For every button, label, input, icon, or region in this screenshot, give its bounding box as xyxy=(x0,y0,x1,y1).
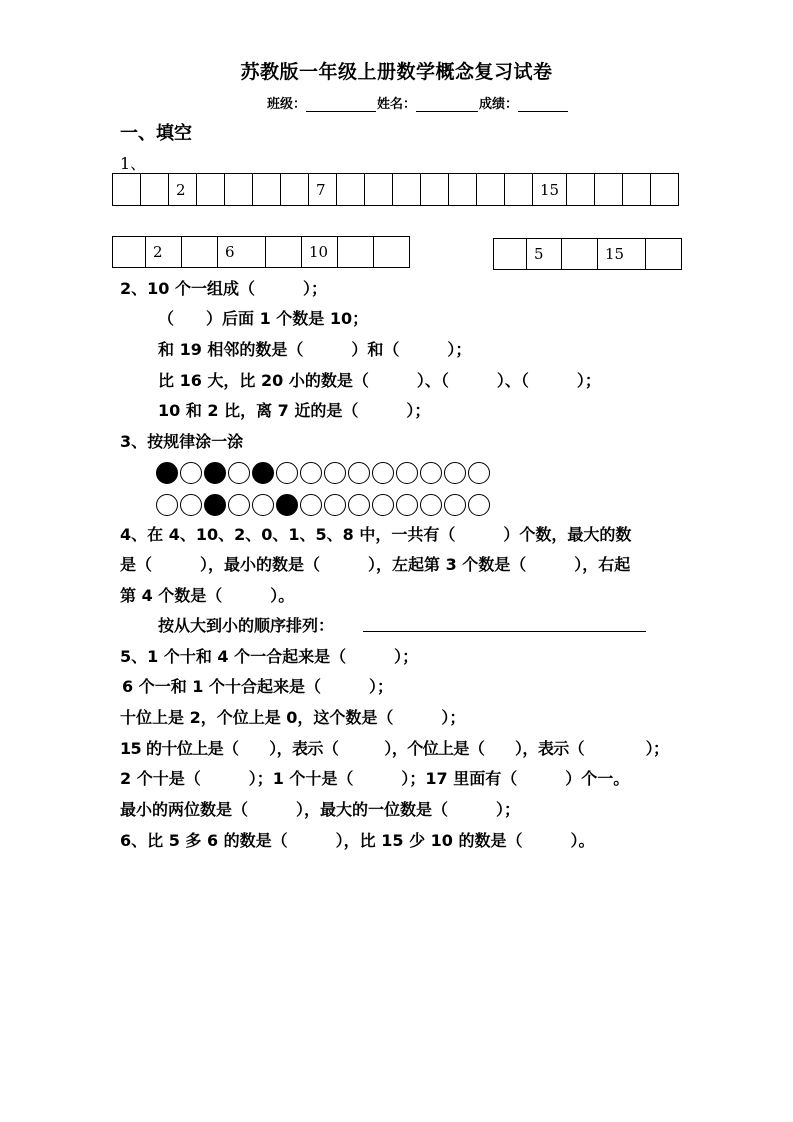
question-4-line-2: 是（ ），最小的数是（ ），左起第 3 个数是（ ），右起 xyxy=(120,555,631,574)
grid-cell: 15 xyxy=(598,239,646,269)
empty-circle-icon[interactable] xyxy=(348,494,370,516)
grid-cell[interactable] xyxy=(281,174,309,205)
name-blank[interactable] xyxy=(416,97,478,112)
grid-cell[interactable] xyxy=(253,174,281,205)
question-2-line-5: 10 和 2 比，离 7 近的是（ ）； xyxy=(158,401,431,420)
grid-cell: 15 xyxy=(533,174,567,205)
grid-cell[interactable] xyxy=(113,237,146,267)
score-label: 成绩： xyxy=(479,97,519,112)
section-fill-in-heading: 一、填空 xyxy=(120,123,192,144)
question-5-line-5: 2 个十是（ ）；1 个十是（ ）；17 里面有（ ）个一。 xyxy=(120,769,630,788)
empty-circle-icon[interactable] xyxy=(156,494,178,516)
grid-cell: 7 xyxy=(309,174,337,205)
circle-pattern-row1 xyxy=(156,462,492,484)
question-5-line-1: 5、1 个十和 4 个一合起来是（ ）； xyxy=(120,647,419,666)
grid-cell[interactable] xyxy=(449,174,477,205)
empty-circle-icon[interactable] xyxy=(180,494,202,516)
question-2-line-2: （ ）后面 1 个数是 10； xyxy=(158,309,369,328)
empty-circle-icon[interactable] xyxy=(420,462,442,484)
grid-cell[interactable] xyxy=(337,174,365,205)
grid-cell[interactable] xyxy=(182,237,218,267)
question-3-label: 3、按规律涂一涂 xyxy=(120,432,244,451)
grid-cell[interactable] xyxy=(595,174,623,205)
empty-circle-icon[interactable] xyxy=(372,494,394,516)
empty-circle-icon[interactable] xyxy=(324,462,346,484)
empty-circle-icon[interactable] xyxy=(444,462,466,484)
empty-circle-icon[interactable] xyxy=(468,462,490,484)
order-label: 按从大到小的顺序排列： xyxy=(158,616,335,635)
filled-circle-icon[interactable] xyxy=(156,462,178,484)
grid-cell[interactable] xyxy=(197,174,225,205)
question-2-line-3: 和 19 相邻的数是（ ）和（ ）； xyxy=(158,340,472,359)
empty-circle-icon[interactable] xyxy=(252,494,274,516)
grid-cell[interactable] xyxy=(646,239,682,269)
grid-cell: 5 xyxy=(527,239,562,269)
grid-cell[interactable] xyxy=(567,174,595,205)
score-blank[interactable] xyxy=(518,97,568,112)
empty-circle-icon[interactable] xyxy=(372,462,394,484)
grid-cell[interactable] xyxy=(225,174,253,205)
grid-cell[interactable] xyxy=(393,174,421,205)
filled-circle-icon[interactable] xyxy=(276,494,298,516)
question-4-line-1: 4、在 4、10、2、0、1、5、8 中，一共有（ ）个数，最大的数 xyxy=(120,525,632,544)
grid-cell[interactable] xyxy=(266,237,302,267)
question-5-line-3: 十位上是 2，个位上是 0，这个数是（ ）； xyxy=(120,708,466,727)
empty-circle-icon[interactable] xyxy=(348,462,370,484)
empty-circle-icon[interactable] xyxy=(324,494,346,516)
grid-cell[interactable] xyxy=(477,174,505,205)
empty-circle-icon[interactable] xyxy=(228,462,250,484)
empty-circle-icon[interactable] xyxy=(300,462,322,484)
class-blank[interactable] xyxy=(306,97,376,112)
grid-cell: 2 xyxy=(146,237,182,267)
grid-cell[interactable] xyxy=(374,237,410,267)
student-info-line xyxy=(267,93,569,112)
empty-circle-icon[interactable] xyxy=(396,462,418,484)
empty-circle-icon[interactable] xyxy=(180,462,202,484)
empty-circle-icon[interactable] xyxy=(468,494,490,516)
question-1-label: 1、 xyxy=(120,154,147,173)
number-grid-row2-left xyxy=(112,236,410,268)
grid-cell: 6 xyxy=(218,237,266,267)
filled-circle-icon[interactable] xyxy=(204,494,226,516)
grid-cell[interactable] xyxy=(141,174,169,205)
grid-cell[interactable] xyxy=(651,174,679,205)
name-label: 姓名： xyxy=(377,97,417,112)
question-5-line-2: 6 个一和 1 个十合起来是（ ）； xyxy=(122,677,393,696)
question-4-line-3: 第 4 个数是（ ）。 xyxy=(120,586,295,605)
question-6-line: 6、比 5 多 6 的数是（ ），比 15 少 10 的数是（ ）。 xyxy=(120,831,595,850)
empty-circle-icon[interactable] xyxy=(228,494,250,516)
grid-cell[interactable] xyxy=(113,174,141,205)
question-2-line-4: 比 16 大，比 20 小的数是（ ）、（ ）、（ ）； xyxy=(158,371,601,390)
class-label: 班级： xyxy=(267,97,307,112)
page-title: 苏教版一年级上册数学概念复习试卷 xyxy=(240,61,553,83)
grid-cell[interactable] xyxy=(338,237,374,267)
filled-circle-icon[interactable] xyxy=(252,462,274,484)
empty-circle-icon[interactable] xyxy=(276,462,298,484)
number-grid-row2-right xyxy=(493,238,682,270)
empty-circle-icon[interactable] xyxy=(444,494,466,516)
grid-cell: 10 xyxy=(302,237,338,267)
number-grid-row1 xyxy=(112,173,679,206)
grid-cell[interactable] xyxy=(494,239,527,269)
grid-cell[interactable] xyxy=(505,174,533,205)
question-2-line-1: 2、10 个一组成（ ）； xyxy=(120,279,327,298)
empty-circle-icon[interactable] xyxy=(300,494,322,516)
question-5-line-4: 15 的十位上是（ ），表示（ ），个位上是（ ），表示（ ）； xyxy=(120,739,669,758)
grid-cell[interactable] xyxy=(623,174,651,205)
empty-circle-icon[interactable] xyxy=(420,494,442,516)
grid-cell[interactable] xyxy=(562,239,598,269)
filled-circle-icon[interactable] xyxy=(204,462,226,484)
question-5-line-6: 最小的两位数是（ ），最大的一位数是（ ）； xyxy=(120,800,521,819)
empty-circle-icon[interactable] xyxy=(396,494,418,516)
grid-cell: 2 xyxy=(169,174,197,205)
order-answer-line[interactable] xyxy=(363,631,646,632)
grid-cell[interactable] xyxy=(421,174,449,205)
circle-pattern-row2 xyxy=(156,494,492,516)
grid-cell[interactable] xyxy=(365,174,393,205)
